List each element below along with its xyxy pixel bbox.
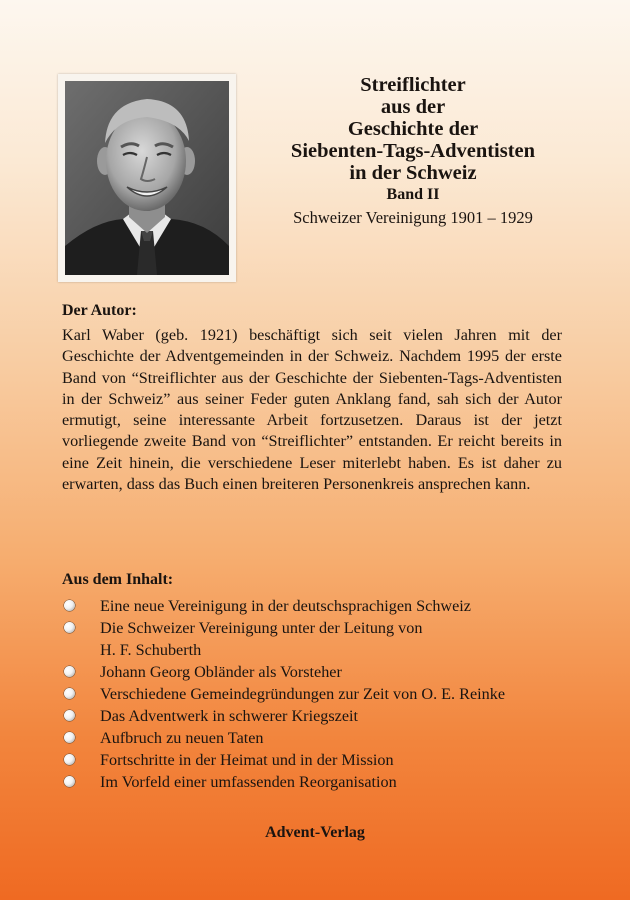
title-line: Geschichte der: [347, 118, 479, 140]
title-line: Siebenten-Tags-Adventisten: [290, 140, 536, 162]
list-item: Verschiedene Gemeindegründungen zur Zeit von O. E. Reinke: [64, 683, 564, 705]
title-line: aus der: [380, 96, 446, 118]
list-item: Fortschritte in der Heimat und in der Mission: [64, 749, 564, 771]
bullet-icon: [64, 622, 75, 633]
bullet-icon: [64, 776, 75, 787]
list-item: Johann Georg Obländer als Vorsteher: [64, 661, 564, 683]
contents-list: [64, 595, 564, 793]
author-portrait-image: [65, 81, 229, 275]
title-line: in der Schweiz: [349, 162, 477, 184]
list-item: Eine neue Vereinigung in der deutschsprachigen Schweiz: [64, 595, 564, 617]
title-line: Streiflichter: [360, 74, 466, 96]
list-item: Die Schweizer Vereinigung unter der Leitung von H. F. Schuberth: [64, 617, 564, 661]
author-heading: Der Autor:: [62, 302, 137, 319]
list-item: Aufbruch zu neuen Taten: [64, 727, 564, 749]
bullet-icon: [64, 600, 75, 611]
contents-heading: Aus dem Inhalt:: [62, 571, 174, 588]
bullet-icon: [64, 710, 75, 721]
book-title-block: [252, 74, 574, 230]
list-item: Im Vorfeld einer umfassenden Reorganisation: [64, 771, 564, 793]
bullet-icon: [64, 688, 75, 699]
bullet-icon: [64, 754, 75, 765]
author-photo: [58, 74, 236, 282]
author-paragraph: Karl Waber (geb. 1921) beschäftigt sich seit vielen Jahren mit der Geschichte der Adventgemeinden in der Schweiz. Nachdem 1995 der erste Band von “Streiflichter aus der Geschichte der Siebenten-Tags-Adventisten in der Schweiz” aus seiner Feder guten Anklang fand, sah sich der Autor ermutigt, seine interessante Arbeit fortzusetzen. Daraus ist der jetzt vorliegende zweite Band von “Streiflichter” entstanden. Er reicht bereits in eine Zeit hinein, die verschiedene Leser miterlebt haben. Es ist daher zu erwarten, dass das Buch einen breiteren Personenkreis ansprechen kann.: [62, 326, 562, 494]
list-item: Das Adventwerk in schwerer Kriegszeit: [64, 705, 564, 727]
volume-label: Band II: [386, 186, 440, 203]
bullet-icon: [64, 732, 75, 743]
book-subtitle: Schweizer Vereinigung 1901 – 1929: [293, 208, 533, 227]
publisher-name: Advent-Verlag: [265, 824, 365, 841]
author-description: [62, 325, 562, 495]
bullet-icon: [64, 666, 75, 677]
